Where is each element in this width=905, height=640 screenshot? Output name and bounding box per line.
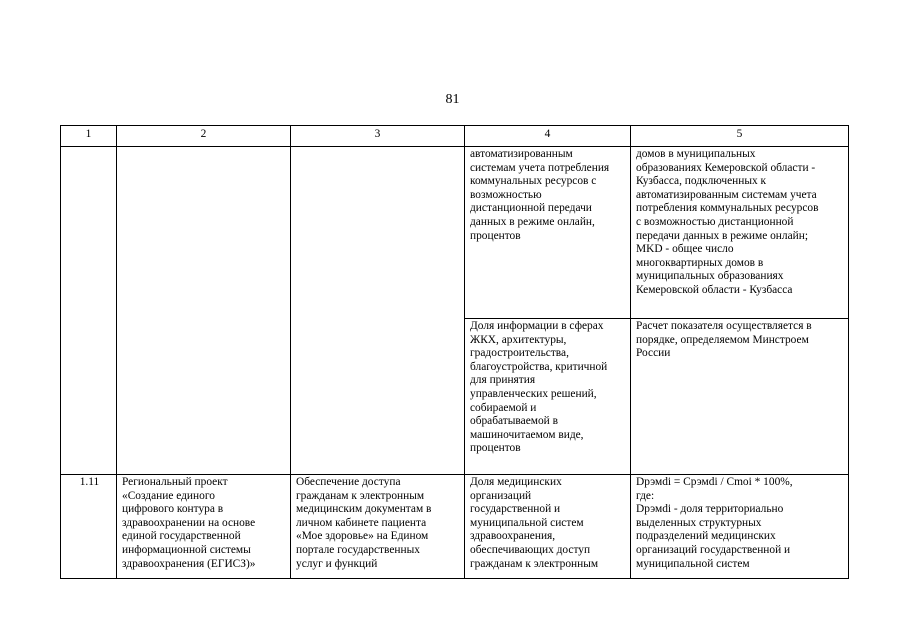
document-table bbox=[60, 125, 849, 579]
page-number: 81 bbox=[445, 92, 460, 107]
project-cell: Региональный проект «Создание единого цифрового контура в здравоохранении на основе единой государственной информационной системы здравоохранения (ЕГИСЗ)» bbox=[117, 475, 291, 579]
column-header-2: 2 bbox=[117, 126, 291, 147]
method-cell: домов в муниципальных образованиях Кемеровской области - Кузбасса, подключенных к автоматизированным системам учета потребления коммунальных ресурсов с возможностью дистанционной передачи данных в режиме онлайн; MKD - общее число многоквартирных домов в муниципальных образованиях Кемеровской области - Кузбасса bbox=[631, 147, 849, 319]
column-header-3: 3 bbox=[291, 126, 465, 147]
task-cell: Обеспечение доступа гражданам к электронным медицинским документам в личном кабинете пациента «Мое здоровье» на Едином портале государственных услуг и функций bbox=[291, 475, 465, 579]
column-header-5: 5 bbox=[631, 126, 849, 147]
task-cell bbox=[291, 147, 465, 475]
method-cell: Расчет показателя осуществляется в порядке, определяемом Минстроем России bbox=[631, 319, 849, 475]
column-header-1: 1 bbox=[61, 126, 117, 147]
method-cell: Dрэмdi = Срэмdi / Cmoi * 100%, где: Dрэмdi - доля территориально выделенных структурных подразделений медицинских организаций государственной и муниципальной систем bbox=[631, 475, 849, 579]
table-header-row bbox=[61, 126, 849, 147]
table-row bbox=[61, 475, 849, 579]
indicator-cell: Доля информации в сферах ЖКХ, архитектуры, градостроительства, благоустройства, критичной для принятия управленческих решений, собираемой и обрабатываемой в машиночитаемом виде, процентов bbox=[465, 319, 631, 475]
column-header-4: 4 bbox=[465, 126, 631, 147]
indicator-cell: Доля медицинских организаций государственной и муниципальной систем здравоохранения, обеспечивающих доступ гражданам к электронным bbox=[465, 475, 631, 579]
table-row bbox=[61, 147, 849, 319]
row-number-cell: 1.11 bbox=[61, 475, 117, 579]
project-cell bbox=[117, 147, 291, 475]
indicator-cell: автоматизированным системам учета потребления коммунальных ресурсов с возможностью дистанционной передачи данных в режиме онлайн, процентов bbox=[465, 147, 631, 319]
row-number-cell bbox=[61, 147, 117, 475]
